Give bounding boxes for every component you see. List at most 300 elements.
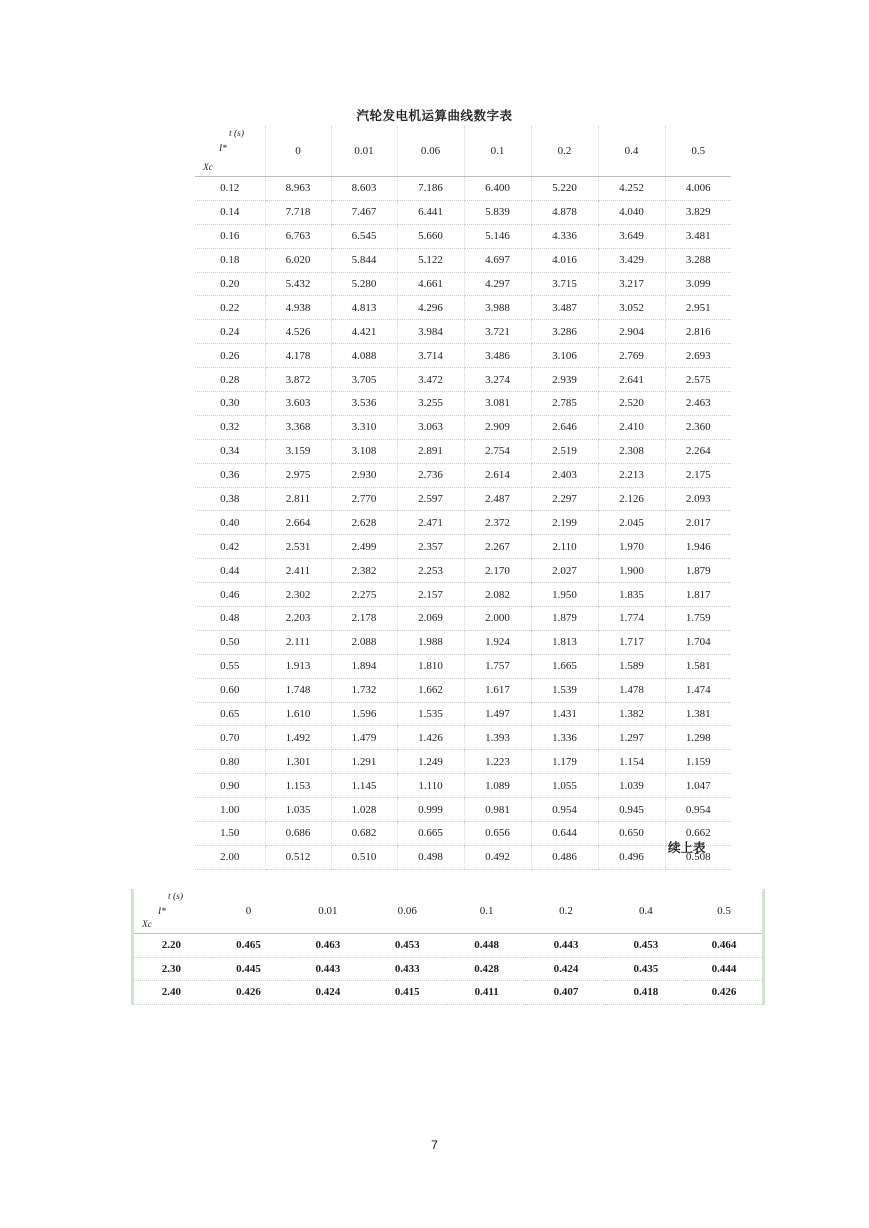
table-cell: 5.844 bbox=[331, 248, 397, 272]
table-cell: 0.465 bbox=[209, 934, 288, 958]
table-cell: 1.035 bbox=[265, 798, 331, 822]
table-cell: 2.519 bbox=[531, 439, 598, 463]
table-cell: 4.336 bbox=[531, 224, 598, 248]
page-number: 7 bbox=[431, 1138, 438, 1152]
table-cell: 0.435 bbox=[606, 957, 686, 981]
table-cell: 1.479 bbox=[331, 726, 397, 750]
table-cell: 3.536 bbox=[331, 392, 397, 416]
row-header-cell: 0.30 bbox=[195, 392, 265, 416]
table-cell: 2.499 bbox=[331, 535, 397, 559]
table-cell: 8.963 bbox=[265, 177, 331, 201]
table-cell: 1.879 bbox=[531, 607, 598, 631]
table-cell: 3.872 bbox=[265, 368, 331, 392]
table-cell: 0.954 bbox=[531, 798, 598, 822]
table-cell: 5.146 bbox=[464, 224, 531, 248]
row-header-cell: 0.70 bbox=[195, 726, 265, 750]
table-cell: 1.393 bbox=[464, 726, 531, 750]
row-header-cell: 2.00 bbox=[195, 845, 265, 869]
table-cell: 4.252 bbox=[598, 177, 665, 201]
table-cell: 1.301 bbox=[265, 750, 331, 774]
table-cell: 0.424 bbox=[288, 981, 367, 1005]
corner-reactance-label: Xc bbox=[142, 920, 153, 930]
table-cell: 4.297 bbox=[464, 272, 531, 296]
table-row bbox=[195, 845, 731, 869]
column-header: 0.2 bbox=[531, 126, 598, 177]
table-cell: 2.664 bbox=[265, 511, 331, 535]
table-cell: 6.400 bbox=[464, 177, 531, 201]
column-header: 0.01 bbox=[331, 126, 397, 177]
table-cell: 2.614 bbox=[464, 463, 531, 487]
table-cell: 3.988 bbox=[464, 296, 531, 320]
column-header: 0.01 bbox=[288, 889, 367, 934]
table-cell: 2.088 bbox=[331, 630, 397, 654]
table-cell: 1.028 bbox=[331, 798, 397, 822]
table-cell: 2.382 bbox=[331, 559, 397, 583]
table-title: 汽轮发电机运算曲线数字表 bbox=[356, 108, 513, 123]
table-row bbox=[195, 392, 731, 416]
table-row bbox=[195, 607, 731, 631]
table-cell: 2.275 bbox=[331, 583, 397, 607]
table-cell: 1.581 bbox=[665, 654, 731, 678]
table-cell: 2.520 bbox=[598, 392, 665, 416]
row-header-cell: 0.34 bbox=[195, 439, 265, 463]
table-cell: 1.835 bbox=[598, 583, 665, 607]
table-cell: 0.411 bbox=[447, 981, 526, 1005]
table-cell: 0.510 bbox=[331, 845, 397, 869]
table-row bbox=[133, 934, 764, 958]
table-cell: 2.769 bbox=[598, 344, 665, 368]
main-data-table bbox=[195, 126, 731, 870]
table-cell: 1.732 bbox=[331, 678, 397, 702]
table-cell: 0.464 bbox=[686, 934, 763, 958]
table-cell: 4.661 bbox=[397, 272, 464, 296]
table-cell: 3.288 bbox=[665, 248, 731, 272]
table-cell: 2.045 bbox=[598, 511, 665, 535]
table-cell: 2.939 bbox=[531, 368, 598, 392]
row-header-cell: 1.50 bbox=[195, 822, 265, 846]
table-row bbox=[195, 272, 731, 296]
table-cell: 2.360 bbox=[665, 415, 731, 439]
table-cell: 4.421 bbox=[331, 320, 397, 344]
row-header-cell: 0.24 bbox=[195, 320, 265, 344]
table-row bbox=[195, 248, 731, 272]
table-cell: 2.308 bbox=[598, 439, 665, 463]
table-cell: 0.463 bbox=[288, 934, 367, 958]
table-row bbox=[195, 439, 731, 463]
table-row bbox=[195, 487, 731, 511]
table-cell: 0.418 bbox=[606, 981, 686, 1005]
table-row bbox=[195, 702, 731, 726]
table-cell: 2.575 bbox=[665, 368, 731, 392]
row-header-cell: 0.90 bbox=[195, 774, 265, 798]
table-cell: 2.904 bbox=[598, 320, 665, 344]
table-cell: 3.829 bbox=[665, 200, 731, 224]
row-header-cell: 0.22 bbox=[195, 296, 265, 320]
table-cell: 4.526 bbox=[265, 320, 331, 344]
corner-reactance-label: Xc bbox=[203, 163, 214, 173]
main-header-row bbox=[195, 126, 731, 177]
table-cell: 1.474 bbox=[665, 678, 731, 702]
table-cell: 1.154 bbox=[598, 750, 665, 774]
table-cell: 0.428 bbox=[447, 957, 526, 981]
table-cell: 3.487 bbox=[531, 296, 598, 320]
column-header: 0.5 bbox=[686, 889, 763, 934]
table-cell: 3.081 bbox=[464, 392, 531, 416]
table-cell: 3.649 bbox=[598, 224, 665, 248]
table-cell: 2.531 bbox=[265, 535, 331, 559]
table-cell: 3.429 bbox=[598, 248, 665, 272]
row-header-cell: 0.20 bbox=[195, 272, 265, 296]
table-cell: 2.403 bbox=[531, 463, 598, 487]
column-header: 0.5 bbox=[665, 126, 731, 177]
table-row bbox=[195, 463, 731, 487]
table-cell: 1.089 bbox=[464, 774, 531, 798]
table-cell: 1.924 bbox=[464, 630, 531, 654]
table-cell: 1.704 bbox=[665, 630, 731, 654]
table-cell: 2.000 bbox=[464, 607, 531, 631]
table-cell: 1.497 bbox=[464, 702, 531, 726]
table-cell: 2.110 bbox=[531, 535, 598, 559]
table-cell: 2.027 bbox=[531, 559, 598, 583]
column-header: 0 bbox=[209, 889, 288, 934]
table-cell: 0.426 bbox=[686, 981, 763, 1005]
row-header-cell: 2.20 bbox=[133, 934, 209, 958]
table-cell: 1.431 bbox=[531, 702, 598, 726]
table-cell: 5.660 bbox=[397, 224, 464, 248]
table-cell: 0.453 bbox=[606, 934, 686, 958]
table-row bbox=[195, 296, 731, 320]
table-cell: 3.286 bbox=[531, 320, 598, 344]
row-header-cell: 1.00 bbox=[195, 798, 265, 822]
table-cell: 1.894 bbox=[331, 654, 397, 678]
table-cell: 6.441 bbox=[397, 200, 464, 224]
table-cell: 2.199 bbox=[531, 511, 598, 535]
row-header-cell: 0.18 bbox=[195, 248, 265, 272]
table-cell: 8.603 bbox=[331, 177, 397, 201]
table-cell: 1.382 bbox=[598, 702, 665, 726]
table-cell: 3.603 bbox=[265, 392, 331, 416]
column-header: 0.2 bbox=[526, 889, 605, 934]
table-cell: 0.686 bbox=[265, 822, 331, 846]
table-cell: 2.975 bbox=[265, 463, 331, 487]
table-cell: 3.714 bbox=[397, 344, 464, 368]
table-cell: 0.443 bbox=[288, 957, 367, 981]
table-cell: 2.646 bbox=[531, 415, 598, 439]
table-cell: 1.478 bbox=[598, 678, 665, 702]
table-cell: 3.472 bbox=[397, 368, 464, 392]
table-cell: 1.047 bbox=[665, 774, 731, 798]
table-cell: 3.310 bbox=[331, 415, 397, 439]
table-cell: 4.006 bbox=[665, 177, 731, 201]
table-cell: 3.705 bbox=[331, 368, 397, 392]
table-row bbox=[195, 511, 731, 535]
table-cell: 4.016 bbox=[531, 248, 598, 272]
row-header-cell: 0.65 bbox=[195, 702, 265, 726]
table-cell: 3.715 bbox=[531, 272, 598, 296]
table-cell: 2.811 bbox=[265, 487, 331, 511]
table-cell: 0.954 bbox=[665, 798, 731, 822]
table-cell: 3.108 bbox=[331, 439, 397, 463]
table-row bbox=[195, 224, 731, 248]
table-row bbox=[195, 368, 731, 392]
table-row bbox=[195, 630, 731, 654]
table-cell: 2.111 bbox=[265, 630, 331, 654]
main-corner-cell bbox=[195, 126, 265, 177]
table-cell: 1.179 bbox=[531, 750, 598, 774]
table-cell: 1.662 bbox=[397, 678, 464, 702]
table-cell: 1.879 bbox=[665, 559, 731, 583]
table-cell: 1.748 bbox=[265, 678, 331, 702]
table-cell: 0.433 bbox=[368, 957, 447, 981]
table-cell: 1.381 bbox=[665, 702, 731, 726]
column-header: 0.4 bbox=[598, 126, 665, 177]
table-cell: 3.052 bbox=[598, 296, 665, 320]
row-header-cell: 0.38 bbox=[195, 487, 265, 511]
table-cell: 2.302 bbox=[265, 583, 331, 607]
table-cell: 1.988 bbox=[397, 630, 464, 654]
column-header: 0.06 bbox=[368, 889, 447, 934]
row-header-cell: 0.50 bbox=[195, 630, 265, 654]
row-header-cell: 0.48 bbox=[195, 607, 265, 631]
table-cell: 3.159 bbox=[265, 439, 331, 463]
table-cell: 4.178 bbox=[265, 344, 331, 368]
table-cell: 0.486 bbox=[531, 845, 598, 869]
table-cell: 3.217 bbox=[598, 272, 665, 296]
table-cell: 1.913 bbox=[265, 654, 331, 678]
column-header: 0.4 bbox=[606, 889, 686, 934]
table-row bbox=[133, 957, 764, 981]
table-cell: 2.213 bbox=[598, 463, 665, 487]
table-cell: 0.512 bbox=[265, 845, 331, 869]
corner-current-label: I* bbox=[219, 144, 227, 154]
table-cell: 0.945 bbox=[598, 798, 665, 822]
table-cell: 3.984 bbox=[397, 320, 464, 344]
table-row bbox=[195, 177, 731, 201]
row-header-cell: 0.14 bbox=[195, 200, 265, 224]
table-cell: 1.610 bbox=[265, 702, 331, 726]
table-cell: 3.368 bbox=[265, 415, 331, 439]
row-header-cell: 0.46 bbox=[195, 583, 265, 607]
table-cell: 2.267 bbox=[464, 535, 531, 559]
column-header: 0.06 bbox=[397, 126, 464, 177]
column-header: 0.1 bbox=[447, 889, 526, 934]
row-header-cell: 0.55 bbox=[195, 654, 265, 678]
table-cell: 0.644 bbox=[531, 822, 598, 846]
table-cell: 1.492 bbox=[265, 726, 331, 750]
table-row bbox=[195, 344, 731, 368]
table-cell: 0.453 bbox=[368, 934, 447, 958]
table-cell: 1.970 bbox=[598, 535, 665, 559]
table-cell: 5.280 bbox=[331, 272, 397, 296]
table-cell: 2.203 bbox=[265, 607, 331, 631]
table-cell: 2.471 bbox=[397, 511, 464, 535]
table-cell: 2.157 bbox=[397, 583, 464, 607]
table-cell: 1.817 bbox=[665, 583, 731, 607]
table-cell: 0.999 bbox=[397, 798, 464, 822]
table-cell: 2.909 bbox=[464, 415, 531, 439]
table-cell: 5.839 bbox=[464, 200, 531, 224]
table-cell: 1.159 bbox=[665, 750, 731, 774]
table-cell: 3.106 bbox=[531, 344, 598, 368]
table-cell: 2.770 bbox=[331, 487, 397, 511]
table-row bbox=[195, 654, 731, 678]
table-cell: 3.274 bbox=[464, 368, 531, 392]
table-cell: 1.950 bbox=[531, 583, 598, 607]
table-cell: 2.754 bbox=[464, 439, 531, 463]
table-cell: 1.589 bbox=[598, 654, 665, 678]
table-cell: 4.040 bbox=[598, 200, 665, 224]
table-cell: 1.757 bbox=[464, 654, 531, 678]
table-cell: 0.424 bbox=[526, 957, 605, 981]
table-cell: 0.407 bbox=[526, 981, 605, 1005]
table-cell: 1.810 bbox=[397, 654, 464, 678]
row-header-cell: 0.60 bbox=[195, 678, 265, 702]
corner-time-label: t (s) bbox=[168, 892, 184, 902]
table-cell: 4.697 bbox=[464, 248, 531, 272]
table-cell: 7.186 bbox=[397, 177, 464, 201]
continued-data-table bbox=[131, 889, 765, 1005]
table-cell: 4.878 bbox=[531, 200, 598, 224]
table-cell: 4.296 bbox=[397, 296, 464, 320]
table-cell: 0.682 bbox=[331, 822, 397, 846]
table-cell: 0.444 bbox=[686, 957, 763, 981]
table-cell: 0.492 bbox=[464, 845, 531, 869]
table-cell: 0.656 bbox=[464, 822, 531, 846]
row-header-cell: 0.26 bbox=[195, 344, 265, 368]
continued-table-label: 续上表 bbox=[668, 840, 706, 855]
table-cell: 2.628 bbox=[331, 511, 397, 535]
table-row bbox=[195, 535, 731, 559]
continued-header-row bbox=[133, 889, 764, 934]
table-cell: 1.596 bbox=[331, 702, 397, 726]
table-cell: 0.508 bbox=[665, 845, 731, 869]
table-cell: 1.298 bbox=[665, 726, 731, 750]
table-cell: 6.763 bbox=[265, 224, 331, 248]
table-cell: 3.486 bbox=[464, 344, 531, 368]
table-cell: 2.410 bbox=[598, 415, 665, 439]
table-cell: 3.721 bbox=[464, 320, 531, 344]
table-cell: 2.253 bbox=[397, 559, 464, 583]
table-cell: 1.249 bbox=[397, 750, 464, 774]
table-row bbox=[195, 798, 731, 822]
table-cell: 1.291 bbox=[331, 750, 397, 774]
table-cell: 2.816 bbox=[665, 320, 731, 344]
table-cell: 1.110 bbox=[397, 774, 464, 798]
table-cell: 5.220 bbox=[531, 177, 598, 201]
table-cell: 0.445 bbox=[209, 957, 288, 981]
table-cell: 1.813 bbox=[531, 630, 598, 654]
table-cell: 2.951 bbox=[665, 296, 731, 320]
row-header-cell: 0.42 bbox=[195, 535, 265, 559]
table-cell: 1.665 bbox=[531, 654, 598, 678]
table-cell: 2.736 bbox=[397, 463, 464, 487]
row-header-cell: 2.40 bbox=[133, 981, 209, 1005]
table-cell: 0.981 bbox=[464, 798, 531, 822]
table-cell: 1.426 bbox=[397, 726, 464, 750]
corner-time-label: t (s) bbox=[229, 129, 245, 139]
table-cell: 1.759 bbox=[665, 607, 731, 631]
table-cell: 0.426 bbox=[209, 981, 288, 1005]
table-cell: 1.774 bbox=[598, 607, 665, 631]
table-cell: 1.297 bbox=[598, 726, 665, 750]
table-row bbox=[195, 726, 731, 750]
continued-corner-cell bbox=[133, 889, 209, 934]
table-cell: 1.336 bbox=[531, 726, 598, 750]
table-cell: 2.357 bbox=[397, 535, 464, 559]
row-header-cell: 0.36 bbox=[195, 463, 265, 487]
table-cell: 7.467 bbox=[331, 200, 397, 224]
table-cell: 1.539 bbox=[531, 678, 598, 702]
table-cell: 2.297 bbox=[531, 487, 598, 511]
table-cell: 1.223 bbox=[464, 750, 531, 774]
table-cell: 6.545 bbox=[331, 224, 397, 248]
table-row bbox=[195, 200, 731, 224]
table-cell: 0.443 bbox=[526, 934, 605, 958]
table-cell: 2.017 bbox=[665, 511, 731, 535]
row-header-cell: 0.44 bbox=[195, 559, 265, 583]
table-cell: 2.641 bbox=[598, 368, 665, 392]
table-cell: 2.930 bbox=[331, 463, 397, 487]
table-row bbox=[195, 559, 731, 583]
column-header: 0 bbox=[265, 126, 331, 177]
table-cell: 2.082 bbox=[464, 583, 531, 607]
table-cell: 2.093 bbox=[665, 487, 731, 511]
table-row bbox=[195, 750, 731, 774]
table-cell: 3.481 bbox=[665, 224, 731, 248]
table-cell: 1.055 bbox=[531, 774, 598, 798]
table-cell: 1.145 bbox=[331, 774, 397, 798]
table-cell: 0.662 bbox=[665, 822, 731, 846]
table-cell: 2.126 bbox=[598, 487, 665, 511]
table-cell: 2.372 bbox=[464, 511, 531, 535]
table-row bbox=[195, 822, 731, 846]
table-cell: 2.463 bbox=[665, 392, 731, 416]
table-cell: 1.717 bbox=[598, 630, 665, 654]
table-cell: 3.255 bbox=[397, 392, 464, 416]
table-row bbox=[195, 583, 731, 607]
table-cell: 0.665 bbox=[397, 822, 464, 846]
table-cell: 7.718 bbox=[265, 200, 331, 224]
table-cell: 3.099 bbox=[665, 272, 731, 296]
table-row bbox=[195, 320, 731, 344]
corner-current-label: I* bbox=[158, 907, 166, 917]
table-row bbox=[195, 678, 731, 702]
table-cell: 5.122 bbox=[397, 248, 464, 272]
table-cell: 2.175 bbox=[665, 463, 731, 487]
table-cell: 4.938 bbox=[265, 296, 331, 320]
table-cell: 1.039 bbox=[598, 774, 665, 798]
table-row bbox=[133, 981, 764, 1005]
table-cell: 5.432 bbox=[265, 272, 331, 296]
table-cell: 2.693 bbox=[665, 344, 731, 368]
table-cell: 0.448 bbox=[447, 934, 526, 958]
table-cell: 4.088 bbox=[331, 344, 397, 368]
table-cell: 6.020 bbox=[265, 248, 331, 272]
table-cell: 0.496 bbox=[598, 845, 665, 869]
table-cell: 4.813 bbox=[331, 296, 397, 320]
table-cell: 2.170 bbox=[464, 559, 531, 583]
row-header-cell: 0.40 bbox=[195, 511, 265, 535]
table-cell: 0.498 bbox=[397, 845, 464, 869]
table-row bbox=[195, 415, 731, 439]
table-cell: 1.946 bbox=[665, 535, 731, 559]
table-cell: 2.891 bbox=[397, 439, 464, 463]
table-cell: 2.597 bbox=[397, 487, 464, 511]
table-cell: 2.178 bbox=[331, 607, 397, 631]
table-cell: 0.650 bbox=[598, 822, 665, 846]
table-cell: 1.153 bbox=[265, 774, 331, 798]
table-cell: 1.617 bbox=[464, 678, 531, 702]
